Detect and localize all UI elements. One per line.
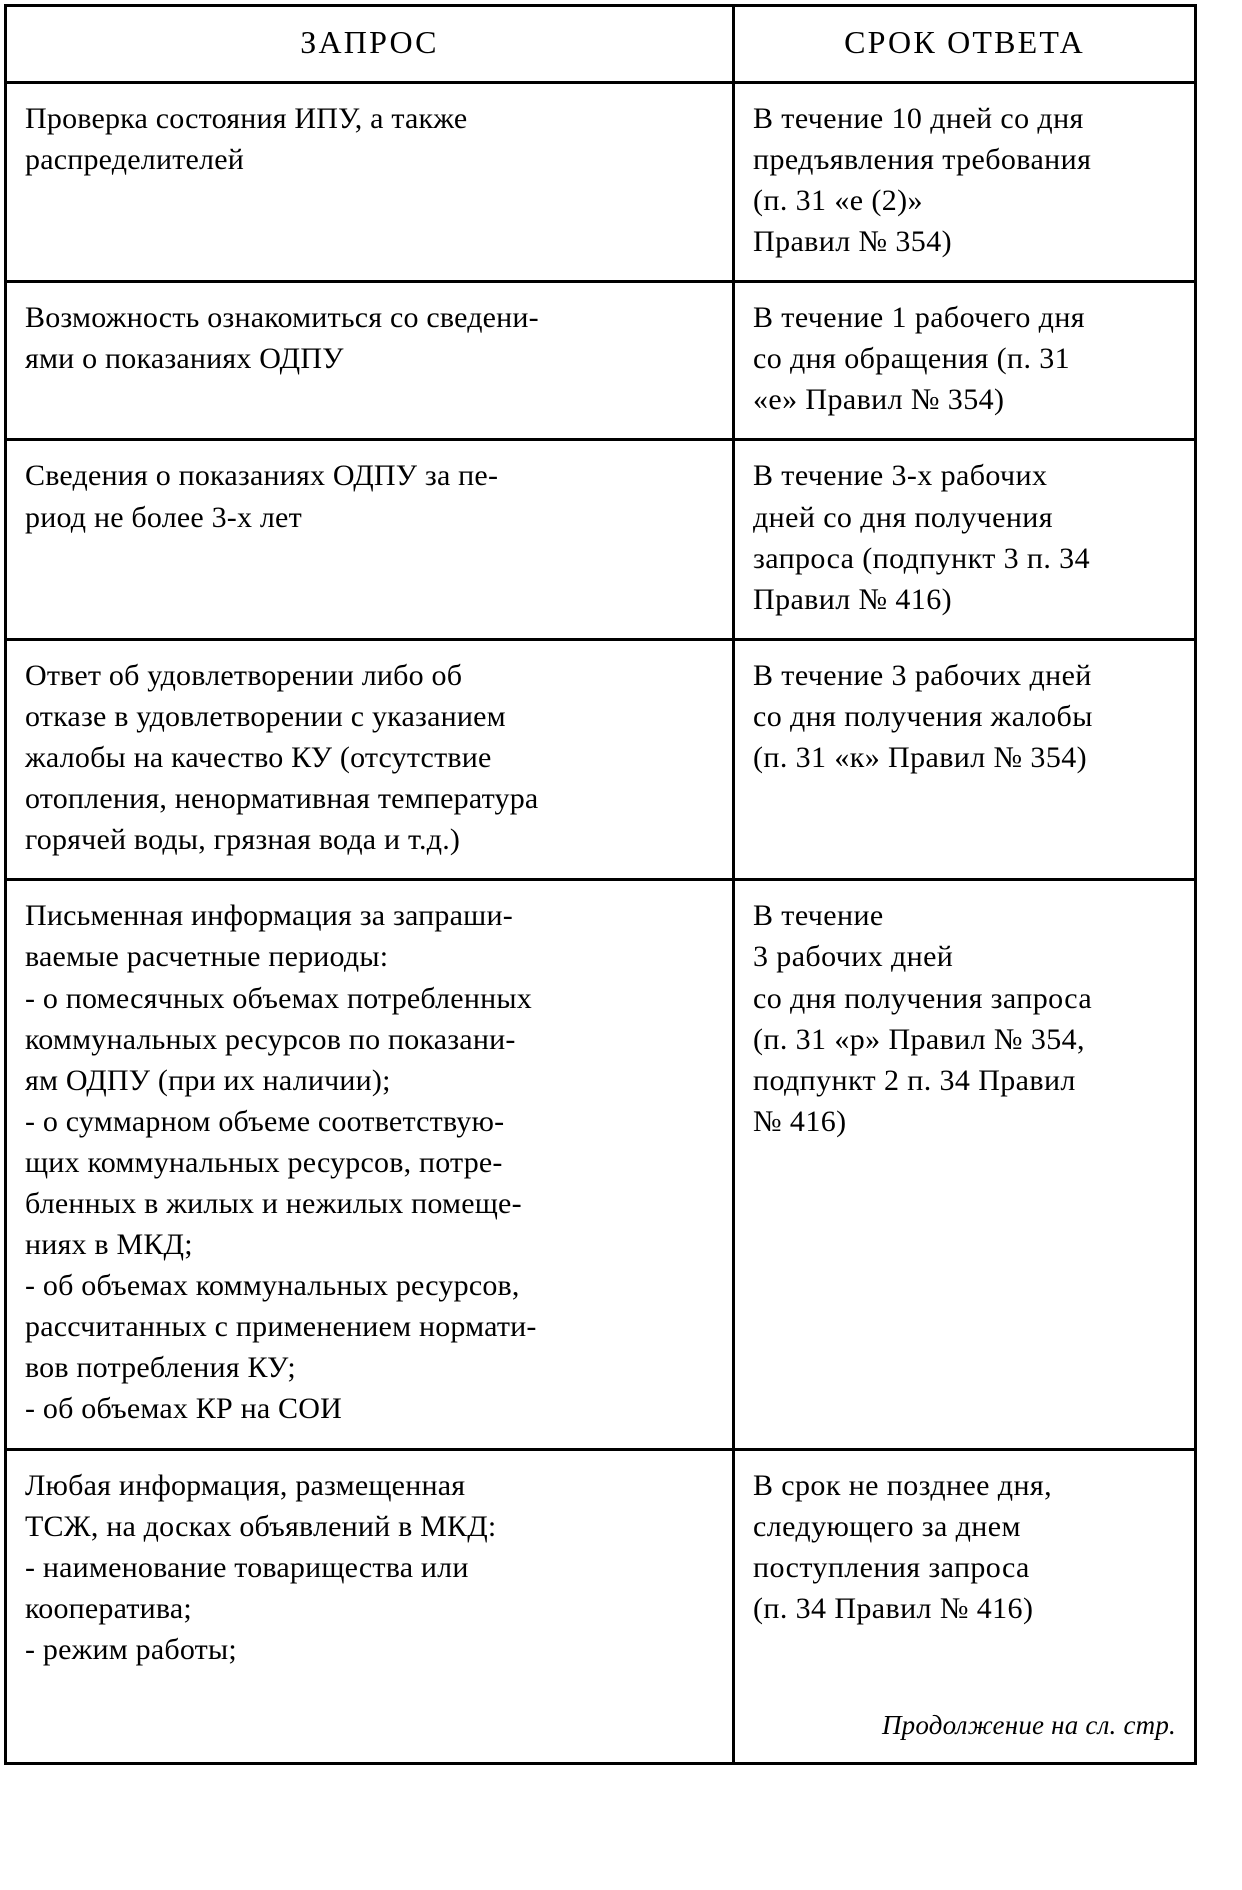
deadline-cell	[734, 1449, 1196, 1763]
request-cell	[6, 82, 734, 281]
deadline-line: Правил № 416)	[753, 582, 952, 616]
request-cell	[6, 880, 734, 1449]
request-line: - об объемах КР на СОИ	[25, 1392, 342, 1426]
deadline-line: следующего за днем	[753, 1509, 1021, 1543]
table-row	[6, 880, 1196, 1449]
request-line: бленных в жилых и нежилых помеще-	[25, 1186, 522, 1220]
table-row	[6, 440, 1196, 639]
request-line: ями о показаниях ОДПУ	[25, 342, 344, 376]
request-line: кооператива;	[25, 1591, 192, 1625]
request-line: ваемые расчетные периоды:	[25, 940, 389, 974]
requests-deadlines-table	[4, 4, 1197, 1765]
deadline-line: Правил № 354)	[753, 225, 952, 259]
deadline-cell	[734, 282, 1196, 440]
deadline-line: дней со дня получения	[753, 500, 1053, 534]
deadline-cell	[734, 440, 1196, 639]
table-row	[6, 1449, 1196, 1763]
deadline-line: 3 рабочих дней	[753, 940, 954, 974]
request-line: Письменная информация за запраши-	[25, 899, 513, 933]
request-line: отказе в удовлетворении с указанием	[25, 699, 506, 733]
request-cell	[6, 639, 734, 879]
request-cell	[6, 282, 734, 440]
deadline-line: «е» Правил № 354)	[753, 383, 1005, 417]
request-line: - об объемах коммунальных ресурсов,	[25, 1269, 520, 1303]
deadline-line: В течение 3 рабочих дней	[753, 658, 1092, 692]
column-header-request: ЗАПРОС	[6, 6, 734, 83]
request-line: Ответ об удовлетворении либо об	[25, 658, 463, 692]
deadline-line: (п. 31 «е (2)»	[753, 184, 923, 218]
deadline-line: предъявления требования	[753, 142, 1092, 176]
request-line: горячей воды, грязная вода и т.д.)	[25, 823, 461, 857]
table-header-row	[6, 6, 1196, 83]
deadline-line: со дня получения запроса	[753, 981, 1093, 1015]
deadline-line: В течение 10 дней со дня	[753, 101, 1084, 135]
deadline-line: (п. 31 «к» Правил № 354)	[753, 741, 1088, 775]
request-cell	[6, 440, 734, 639]
deadline-line: подпункт 2 п. 34 Правил	[753, 1063, 1076, 1097]
request-line: - о суммарном объеме соответствую-	[25, 1104, 505, 1138]
document-page	[0, 4, 1242, 1890]
request-line: риод не более 3-х лет	[25, 500, 302, 534]
deadline-line: (п. 31 «р» Правил № 354,	[753, 1022, 1085, 1056]
deadline-cell	[734, 82, 1196, 281]
request-line: ТСЖ, на досках объявлений в МКД:	[25, 1509, 497, 1543]
request-line: - режим работы;	[25, 1632, 237, 1666]
deadline-line: со дня получения жалобы	[753, 699, 1093, 733]
table-body	[6, 82, 1196, 1763]
request-line: Любая информация, размещенная	[25, 1468, 466, 1502]
deadline-cell	[734, 880, 1196, 1449]
request-line: - о помесячных объемах потребленных	[25, 981, 532, 1015]
deadline-line: со дня обращения (п. 31	[753, 342, 1071, 376]
request-line: вов потребления КУ;	[25, 1351, 296, 1385]
request-line: жалобы на качество КУ (отсутствие	[25, 741, 492, 775]
request-line: распределителей	[25, 142, 244, 176]
request-line: - наименование товарищества или	[25, 1550, 469, 1584]
request-line: коммунальных ресурсов по показани-	[25, 1022, 516, 1056]
request-line: рассчитанных с применением нормати-	[25, 1310, 537, 1344]
request-line: Проверка состояния ИПУ, а также	[25, 101, 468, 135]
deadline-cell	[734, 639, 1196, 879]
table-row	[6, 82, 1196, 281]
table-head	[6, 6, 1196, 83]
deadline-line: В течение 1 рабочего дня	[753, 301, 1085, 335]
deadline-line: В течение 3-х рабочих	[753, 459, 1048, 493]
deadline-line: запроса (подпункт 3 п. 34	[753, 541, 1090, 575]
request-line: щих коммунальных ресурсов, потре-	[25, 1145, 503, 1179]
deadline-line: В срок не позднее дня,	[753, 1468, 1053, 1502]
table-row	[6, 282, 1196, 440]
request-line: Возможность ознакомиться со сведени-	[25, 301, 539, 335]
request-line: Сведения о показаниях ОДПУ за пе-	[25, 459, 499, 493]
request-line: ниях в МКД;	[25, 1228, 193, 1262]
continuation-note: Продолжение на сл. стр.	[881, 1709, 1176, 1740]
table-row	[6, 639, 1196, 879]
deadline-line: № 416)	[753, 1104, 847, 1138]
request-cell	[6, 1449, 734, 1763]
request-line: отопления, ненормативная температура	[25, 782, 539, 816]
request-line: ям ОДПУ (при их наличии);	[25, 1063, 391, 1097]
column-header-deadline: СРОК ОТВЕТА	[734, 6, 1196, 83]
deadline-line: (п. 34 Правил № 416)	[753, 1591, 1034, 1625]
deadline-line: В течение	[753, 899, 884, 933]
deadline-line: поступления запроса	[753, 1550, 1030, 1584]
